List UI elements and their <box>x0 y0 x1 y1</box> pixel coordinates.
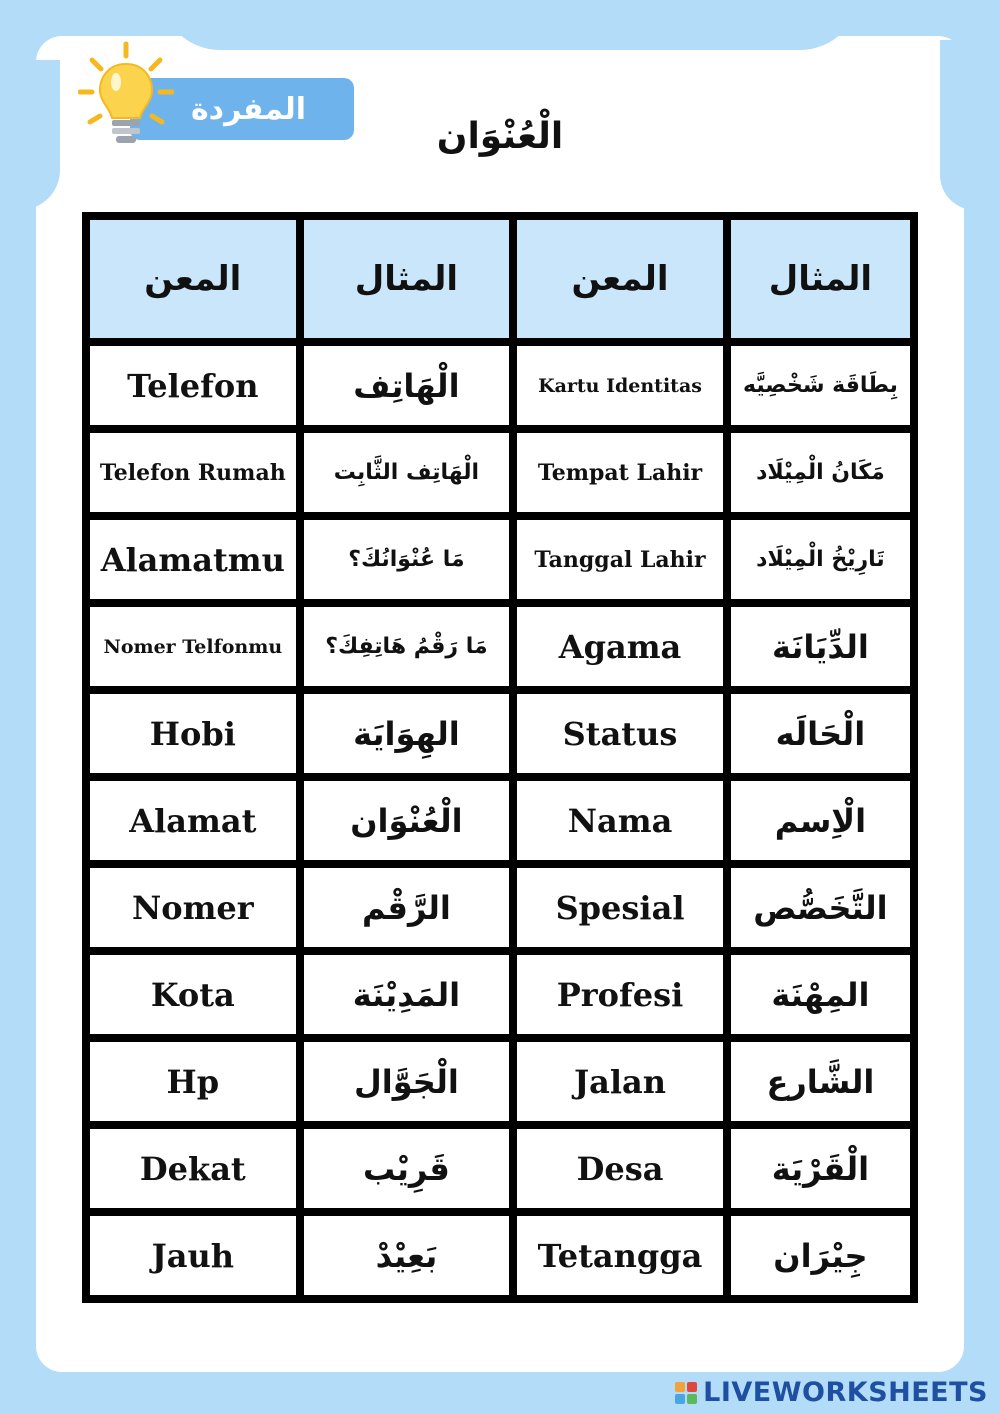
arabic-word-cell: بِطَاقَة شَخْصِيَّه <box>727 342 914 429</box>
arabic-word-cell: الْعُنْوَان <box>300 777 514 864</box>
indonesian-word-cell: Kota <box>86 951 300 1038</box>
indonesian-word-cell: Jauh <box>86 1212 300 1299</box>
indonesian-word-cell: Nomer <box>86 864 300 951</box>
table-header-row <box>86 216 914 342</box>
header-meaning-1: المعن <box>86 216 300 342</box>
logo-text: LIVEWORKSHEETS <box>703 1377 988 1408</box>
indonesian-word-cell: Agama <box>513 603 727 690</box>
header-example-2: المثال <box>727 216 914 342</box>
indonesian-word-cell: Kartu Identitas <box>513 342 727 429</box>
arabic-word-cell: الْاِسم <box>727 777 914 864</box>
indonesian-word-cell: Status <box>513 690 727 777</box>
arabic-word-cell: الْحَالَه <box>727 690 914 777</box>
indonesian-word-cell: Tanggal Lahir <box>513 516 727 603</box>
arabic-word-cell: التَّخَصُّص <box>727 864 914 951</box>
indonesian-word-cell: Hp <box>86 1038 300 1125</box>
indonesian-word-cell: Telefon <box>86 342 300 429</box>
arabic-word-cell: الدِّيَانَة <box>727 603 914 690</box>
logo-mark-icon <box>675 1382 697 1404</box>
arabic-word-cell: الْهَاتِف الثَّابِت <box>300 429 514 516</box>
arabic-word-cell: الْهَاتِف <box>300 342 514 429</box>
arabic-word-cell: قَرِيْب <box>300 1125 514 1212</box>
indonesian-word-cell: Hobi <box>86 690 300 777</box>
arabic-word-cell: الْقَرْيَة <box>727 1125 914 1212</box>
table-row <box>86 516 914 603</box>
indonesian-word-cell: Profesi <box>513 951 727 1038</box>
table-row <box>86 864 914 951</box>
table-row <box>86 1212 914 1299</box>
arabic-word-cell: جِيْرَان <box>727 1212 914 1299</box>
arabic-word-cell: بَعِيْدْ <box>300 1212 514 1299</box>
indonesian-word-cell: Desa <box>513 1125 727 1212</box>
table-row <box>86 1038 914 1125</box>
arabic-word-cell: الهِوَايَة <box>300 690 514 777</box>
arabic-word-cell: تَارِيْخُ الْمِيْلَاد <box>727 516 914 603</box>
indonesian-word-cell: Spesial <box>513 864 727 951</box>
arabic-word-cell: الشَّارع <box>727 1038 914 1125</box>
table-row <box>86 1125 914 1212</box>
indonesian-word-cell: Alamat <box>86 777 300 864</box>
indonesian-word-cell: Jalan <box>513 1038 727 1125</box>
arabic-word-cell: الرَّقْم <box>300 864 514 951</box>
indonesian-word-cell: Dekat <box>86 1125 300 1212</box>
arabic-word-cell: الْجَوَّال <box>300 1038 514 1125</box>
page-title: الْعُنْوَان <box>436 116 564 157</box>
header-meaning-2: المعن <box>513 216 727 342</box>
table-row <box>86 429 914 516</box>
indonesian-word-cell: Telefon Rumah <box>86 429 300 516</box>
arabic-word-cell: المِهْنَة <box>727 951 914 1038</box>
decorative-drip-top <box>160 0 860 50</box>
arabic-word-cell: مَا عُنْوَانُكَ؟ <box>300 516 514 603</box>
arabic-word-cell: مَكَانُ الْمِيْلَاد <box>727 429 914 516</box>
arabic-word-cell: المَدِيْنَة <box>300 951 514 1038</box>
table-row <box>86 342 914 429</box>
badge-label: المفردة <box>190 91 306 127</box>
table-row <box>86 951 914 1038</box>
arabic-word-cell: مَا رَقْمُ هَاتِفِكَ؟ <box>300 603 514 690</box>
table-row <box>86 690 914 777</box>
liveworksheets-logo <box>675 1377 988 1408</box>
indonesian-word-cell: Tetangga <box>513 1212 727 1299</box>
table-row <box>86 603 914 690</box>
indonesian-word-cell: Alamatmu <box>86 516 300 603</box>
indonesian-word-cell: Nomer Telfonmu <box>86 603 300 690</box>
indonesian-word-cell: Tempat Lahir <box>513 429 727 516</box>
table-row <box>86 777 914 864</box>
header-example-1: المثال <box>300 216 514 342</box>
indonesian-word-cell: Nama <box>513 777 727 864</box>
vocabulary-table <box>82 212 918 1303</box>
